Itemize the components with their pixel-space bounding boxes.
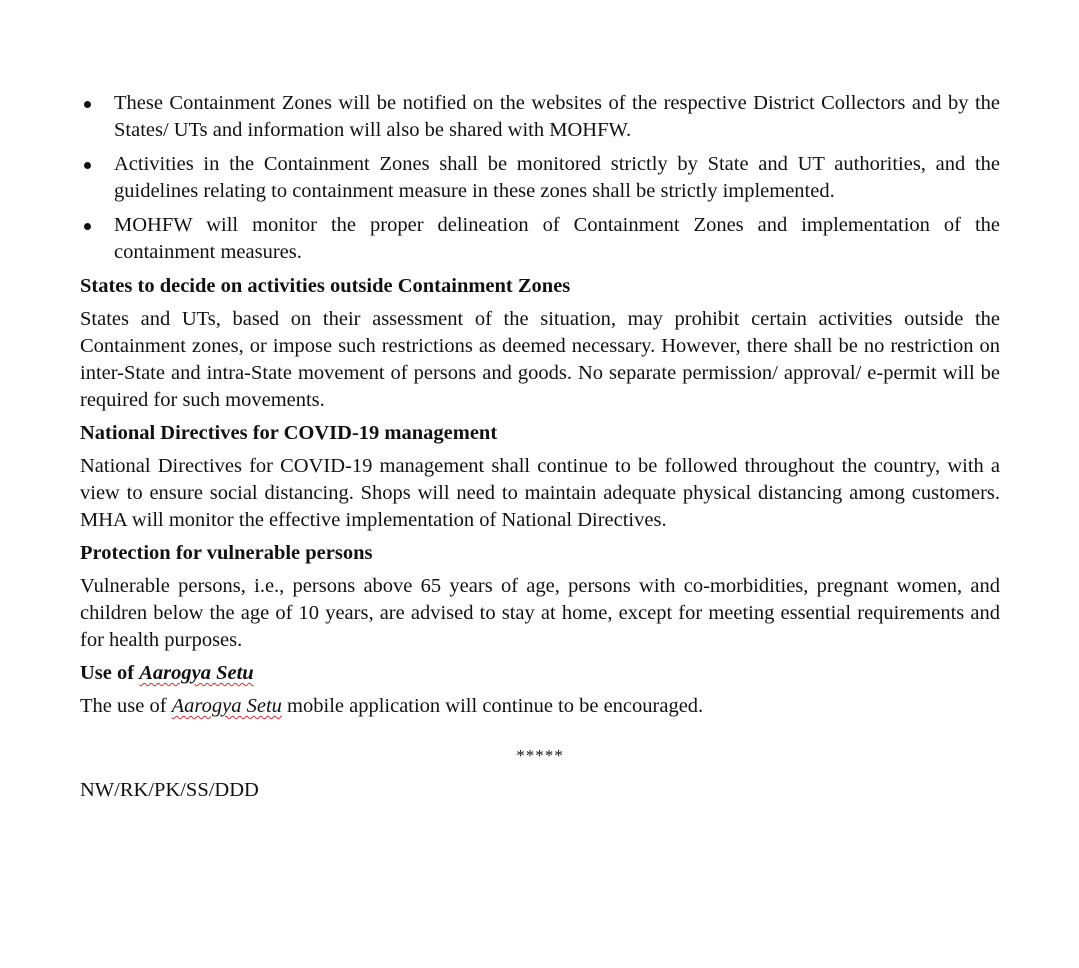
bullet-item xyxy=(80,90,1000,144)
separator-stars: ***** xyxy=(516,746,564,765)
reference-code: NW/RK/PK/SS/DDD xyxy=(80,779,259,801)
section-body-protection: Vulnerable persons, i.e., persons above 65 years of age, persons with co-morbidities, pregnant women, and children below the age of 10 years, are advised to stay at home, except for meeting essential requirements and for health purposes. xyxy=(80,575,1000,651)
app-name: Aarogya Setu xyxy=(171,695,282,717)
section-body-aarogya xyxy=(80,693,1000,720)
body-suffix: mobile application will continue to be encouraged. xyxy=(281,695,704,717)
bullet-dot-icon xyxy=(84,101,91,108)
section-body-national: National Directives for COVID-19 management shall continue to be followed throughout the country, with a view to ensure social distancing. Shops will need to maintain adequate physical distancing among customers. MHA will monitor the effective implementation of National Directives. xyxy=(80,455,1000,531)
bullet-item xyxy=(80,151,1000,205)
section-heading-protection: Protection for vulnerable persons xyxy=(80,542,373,564)
containment-bullet-list xyxy=(80,90,1000,266)
section-body-states: States and UTs, based on their assessment of the situation, may prohibit certain activities outside the Containment zones, or impose such restrictions as deemed necessary. However, there shall be no restriction on inter-State and intra-State movement of persons and goods. No separate permission/ approval/ e-permit will be required for such movements. xyxy=(80,308,1000,411)
body-prefix: The use of xyxy=(80,695,172,717)
bullet-dot-icon xyxy=(84,223,91,230)
bullet-text: MOHFW will monitor the proper delineation of Containment Zones and implementation of the containment measures. xyxy=(114,214,1000,263)
bullet-dot-icon xyxy=(84,162,91,169)
bullet-text: Activities in the Containment Zones shall be monitored strictly by State and UT authorities, and the guidelines relating to containment measure in these zones shall be strictly implemented. xyxy=(114,153,1000,202)
section-heading-states: States to decide on activities outside Containment Zones xyxy=(80,275,571,297)
section-heading-national: National Directives for COVID-19 management xyxy=(80,422,498,444)
bullet-item xyxy=(80,212,1000,266)
bullet-text: These Containment Zones will be notified on the websites of the respective District Collectors and by the States/ UTs and information will also be shared with MOHFW. xyxy=(114,92,1000,141)
heading-prefix: Use of xyxy=(80,662,140,684)
document-page xyxy=(80,90,1000,804)
section-heading-aarogya xyxy=(80,660,1000,687)
app-name: Aarogya Setu xyxy=(139,662,254,684)
